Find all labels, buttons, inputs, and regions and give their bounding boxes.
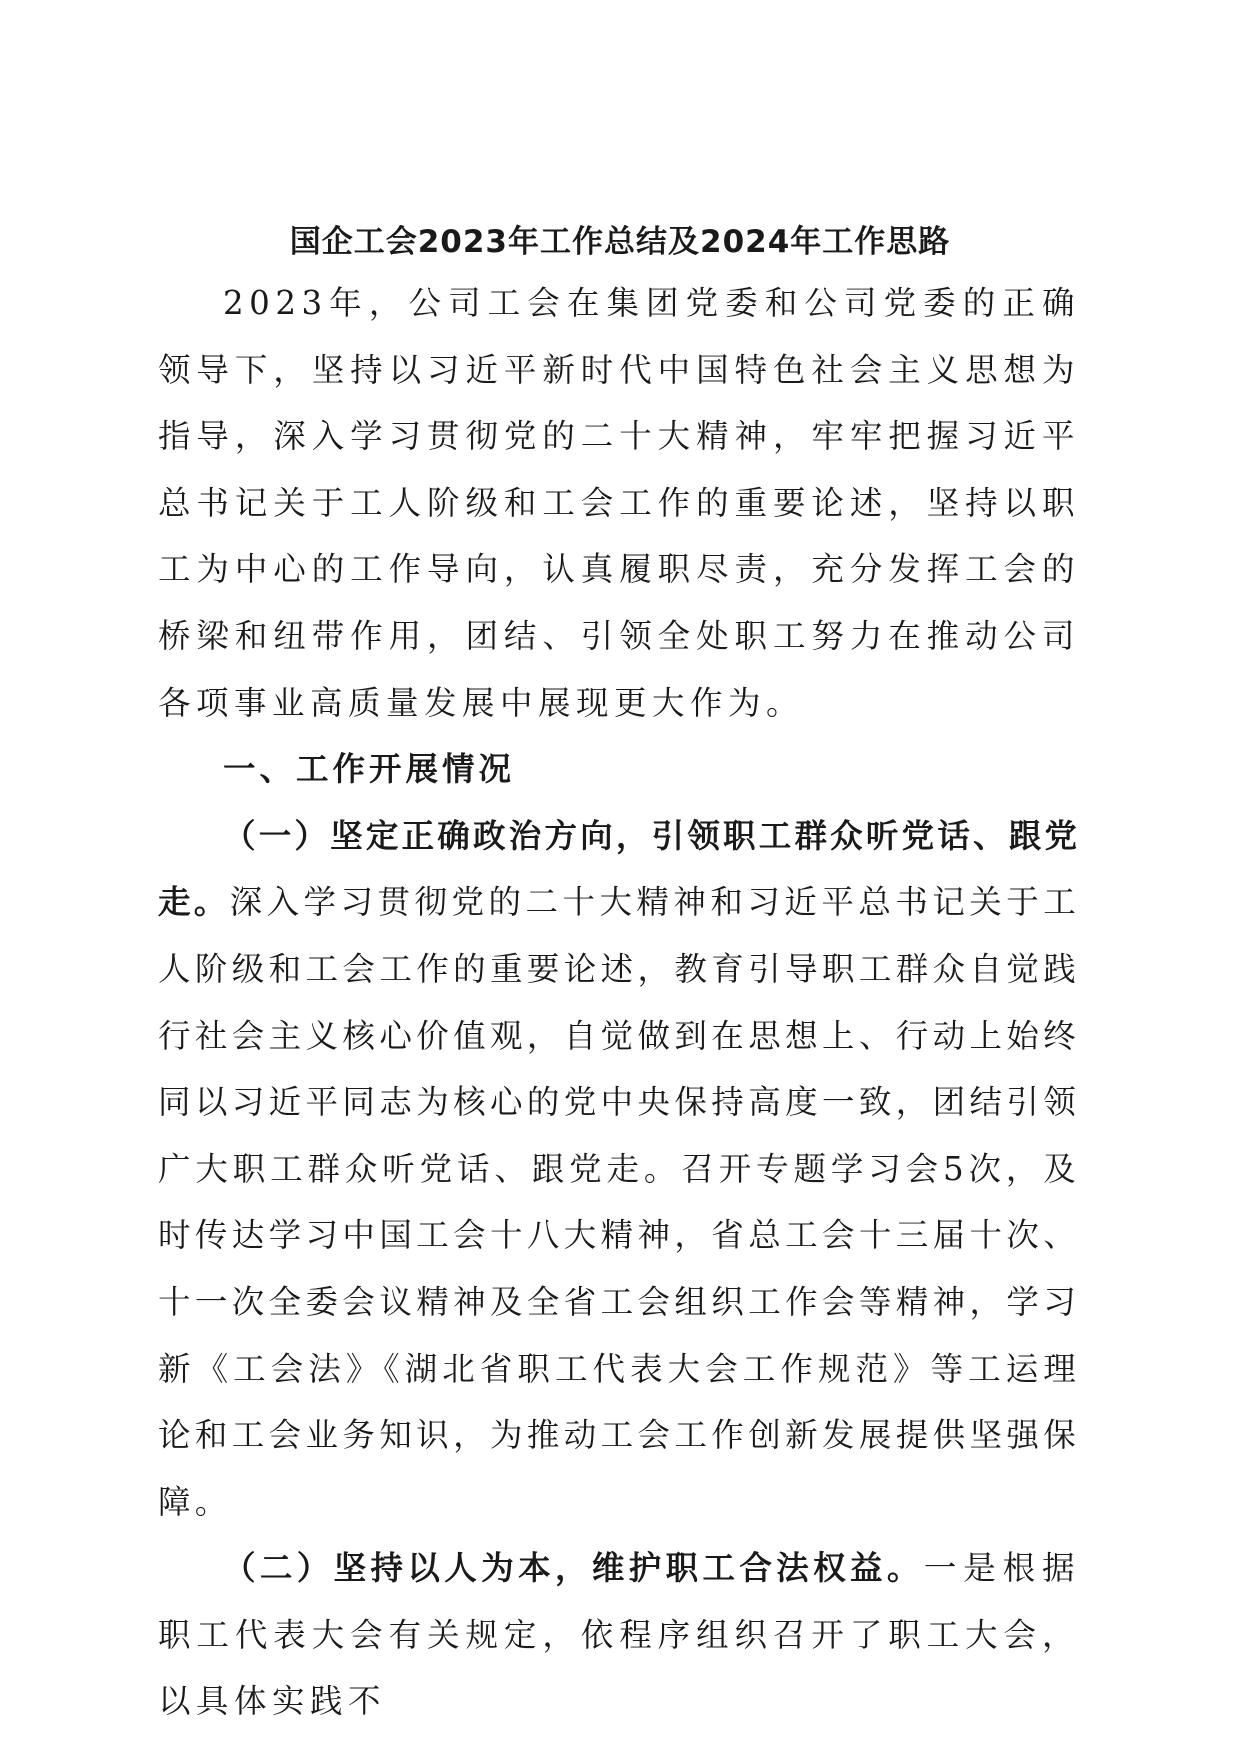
item-1-paragraph xyxy=(158,803,1080,1536)
document-body xyxy=(158,270,1080,1735)
item-1-body: 深入学习贯彻党的二十大精神和习近平总书记关于工人阶级和工会工作的重要论述，教育引导职工群众自觉践行社会主义核心价值观，自觉做到在思想上、行动上始终同以习近平同志为核心的党中央保持高度一致，团结引领广大职工群众听党话、跟党走。召开专题学习会5次，及时传达学习中国工会十八大精神，省总工会十三届十次、十一次全委会议精神及全省工会组织工作会等精神，学习新《工会法》《湖北省职工代表大会工作规范》等工运理论和工会业务知识，为推动工会工作创新发展提供坚强保障。 xyxy=(158,883,1080,1521)
item-2-paragraph xyxy=(158,1535,1080,1735)
item-1-heading: （一）坚定正确政治方向，引领职工群众听党话、跟党走。 xyxy=(158,816,1080,922)
item-2-body: 一是根据职工代表大会有关规定，依程序组织召开了职工大会，以具体实践不 xyxy=(158,1549,1080,1721)
item-2-heading: （二）坚持以人为本，维护职工合法权益。 xyxy=(223,1549,924,1588)
intro-paragraph: 2023年，公司工会在集团党委和公司党委的正确领导下，坚持以习近平新时代中国特色社会主义思想为指导，深入学习贯彻党的二十大精神，牢牢把握习近平总书记关于工人阶级和工会工作的重要论述，坚持以职工为中心的工作导向，认真履职尽责，充分发挥工会的桥梁和纽带作用，团结、引领全处职工努力在推动公司各项事业高质量发展中展现更大作为。 xyxy=(158,284,1080,722)
section-heading-work-progress: 一、工作开展情况 xyxy=(223,750,516,789)
document-title: 国企工会2023年工作总结及2024年工作思路 xyxy=(289,224,951,260)
